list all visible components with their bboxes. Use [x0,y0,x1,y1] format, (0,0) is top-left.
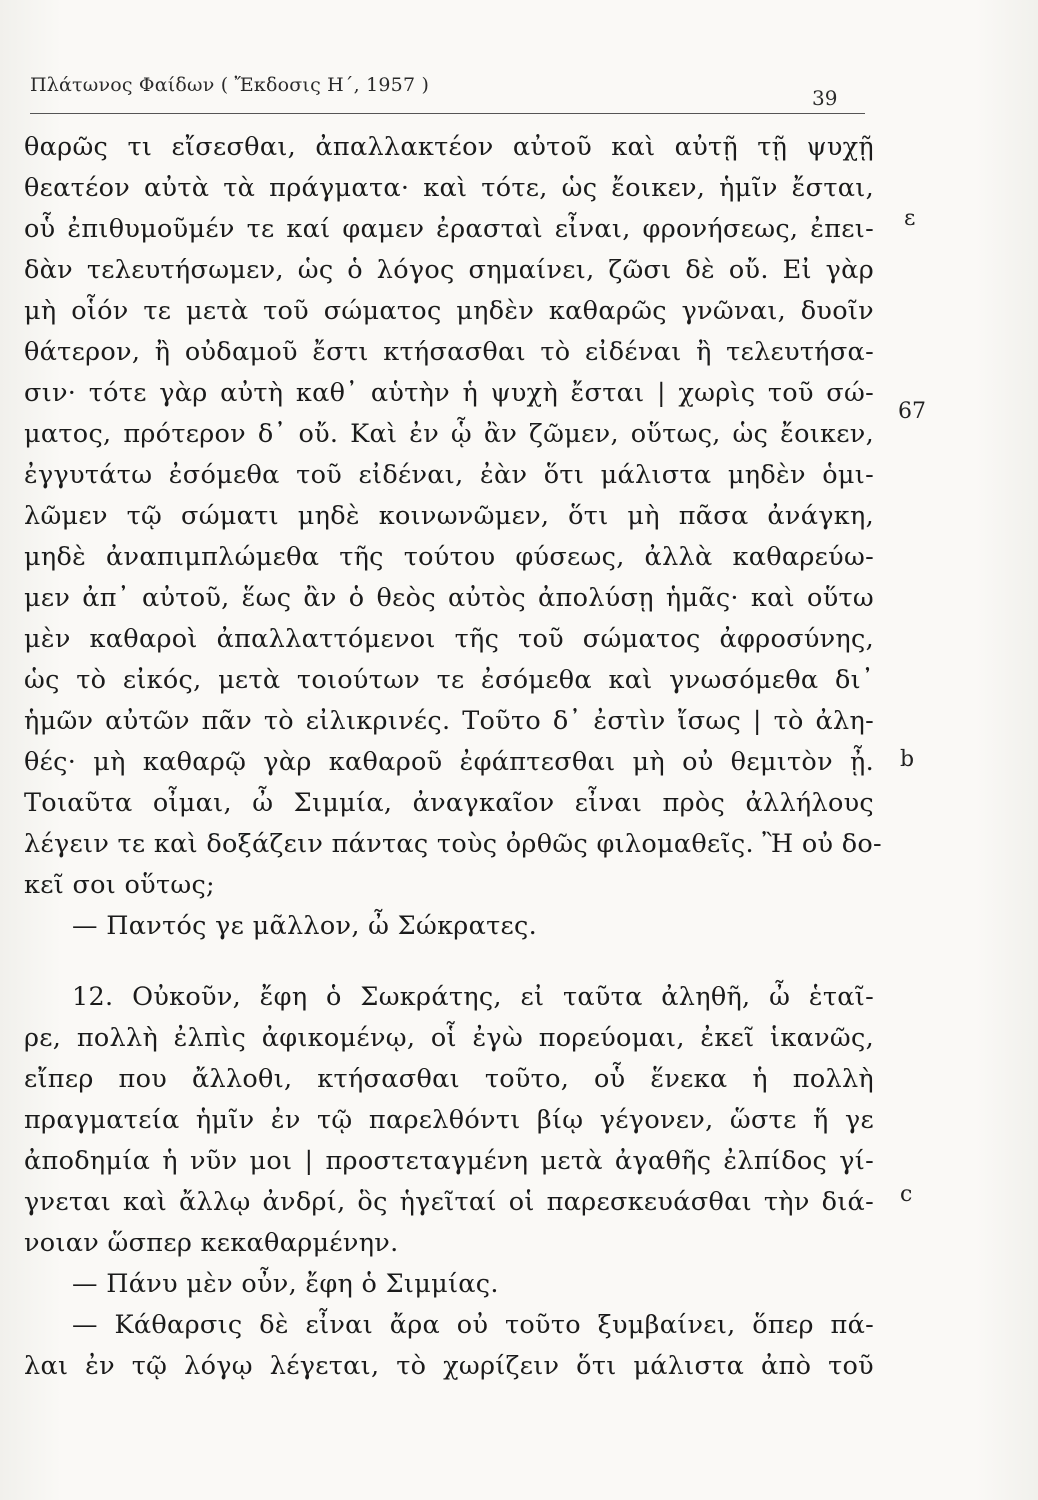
text-line: πραγματεία ἡμῖν ἐν τῷ παρελθόντι βίῳ γέγονεν, ὥστε ἥ γε [24,1105,874,1135]
text-line: ἀποδημία ἡ νῦν μοι | προστεταγμένη μετὰ ἀγαθῆς ἐλπίδος γί- [24,1146,874,1176]
text-line: μεν ἀπ᾽ αὐτοῦ, ἕως ἂν ὁ θεὸς αὐτὸς ἀπολύσῃ ἡμᾶς· καὶ οὕτω [24,583,874,613]
dialogue-line: — Παντός γε μᾶλλον, ὦ Σώκρατες. [72,911,538,941]
text-line: μὴ οἷόν τε μετὰ τοῦ σώματος μηδὲν καθαρῶς γνῶναι, δυοῖν [24,296,874,326]
stephanus-margin-b: b [900,747,915,772]
stephanus-margin-e: ε [904,206,916,231]
dialogue-line: — Κάθαρσις δὲ εἶναι ἄρα οὐ τοῦτο ξυμβαίνει, ὅπερ πά- [72,1310,874,1340]
text-line: γνεται καὶ ἄλλῳ ἀνδρί, ὃς ἡγεῖταί οἱ παρεσκευάσθαι τὴν διά- [24,1187,874,1217]
text-line: Τοιαῦτα οἶμαι, ὦ Σιμμία, ἀναγκαῖον εἶναι πρὸς ἀλλήλους [24,788,874,818]
text-line: ὡς τὸ εἰκός, μετὰ τοιούτων τε ἐσόμεθα καὶ γνωσόμεθα δι᾽ [24,665,874,695]
text-line: σιν· τότε γὰρ αὐτὴ καθ᾽ αὑτὴν ἡ ψυχὴ ἔσται | χωρὶς τοῦ σώ- [24,378,874,408]
text-line: λῶμεν τῷ σώματι μηδὲ κοινωνῶμεν, ὅτι μὴ πᾶσα ἀνάγκη, [24,501,874,531]
stephanus-margin-67: 67 [898,399,926,424]
text-line: λέγειν τε καὶ δοξάζειν πάντας τοὺς ὀρθῶς φιλομαθεῖς. Ἢ οὐ δο- [24,829,882,859]
text-line: οὗ ἐπιθυμοῦμέν τε καί φαμεν ἐρασταὶ εἶναι, φρονήσεως, ἐπει- [24,214,874,244]
text-line: νοιαν ὥσπερ κεκαθαρμένην. [24,1228,399,1258]
text-line: εἴπερ που ἄλλοθι, κτήσασθαι τοῦτο, οὗ ἕνεκα ἡ πολλὴ [24,1064,874,1094]
text-line: ἐγγυτάτω ἐσόμεθα τοῦ εἰδέναι, ἐὰν ὅτι μάλιστα μηδὲν ὁμι- [24,460,874,490]
text-line: θάτερον, ἢ οὐδαμοῦ ἔστι κτήσασθαι τὸ εἰδέναι ἢ τελευτήσα- [24,337,874,367]
text-line: μηδὲ ἀναπιμπλώμεθα τῆς τούτου φύσεως, ἀλλὰ καθαρεύω- [24,542,874,572]
text-line: ματος, πρότερον δ᾽ οὔ. Καὶ ἐν ᾧ ἂν ζῶμεν, οὕτως, ὡς ἔοικεν, [24,419,874,449]
dialogue-line: — Πάνυ μὲν οὖν, ἔφη ὁ Σιμμίας. [72,1269,499,1299]
text-line: δὰν τελευτήσωμεν, ὡς ὁ λόγος σημαίνει, ζῶσι δὲ οὔ. Εἰ γὰρ [24,255,874,285]
text-line: θαρῶς τι εἴσεσθαι, ἀπαλλακτέον αὐτοῦ καὶ αὐτῇ τῇ ψυχῇ [24,132,874,162]
text-line: λαι ἐν τῷ λόγῳ λέγεται, τὸ χωρίζειν ὅτι μάλιστα ἀπὸ τοῦ [24,1351,874,1381]
text-line: ρε, πολλὴ ἐλπὶς ἀφικομένῳ, οἷ ἐγὼ πορεύομαι, ἐκεῖ ἱκανῶς, [24,1023,874,1053]
section-start-line: 12. Οὐκοῦν, ἔφη ὁ Σωκράτης, εἰ ταῦτα ἀληθῆ, ὦ ἑταῖ- [72,982,874,1012]
text-line: κεῖ σοι οὕτως; [24,870,215,900]
text-line: μὲν καθαροὶ ἀπαλλαττόμενοι τῆς τοῦ σώματος ἀφροσύνης, [24,624,874,654]
page-number: 39 [812,86,838,110]
text-line: θεατέον αὐτὰ τὰ πράγματα· καὶ τότε, ὡς ἔοικεν, ἡμῖν ἔσται, [24,173,874,203]
stephanus-margin-c: c [900,1182,913,1207]
text-line: ἡμῶν αὐτῶν πᾶν τὸ εἰλικρινές. Τοῦτο δ᾽ ἐστὶν ἴσως | τὸ ἀλη- [24,706,874,736]
running-head: Πλάτωνος Φαίδων ( Ἔκδοσις Η΄, 1957 ) [30,74,430,96]
header-rule [30,113,865,114]
text-line: θές· μὴ καθαρῷ γὰρ καθαροῦ ἐφάπτεσθαι μὴ οὐ θεμιτὸν ᾖ. [24,747,874,777]
